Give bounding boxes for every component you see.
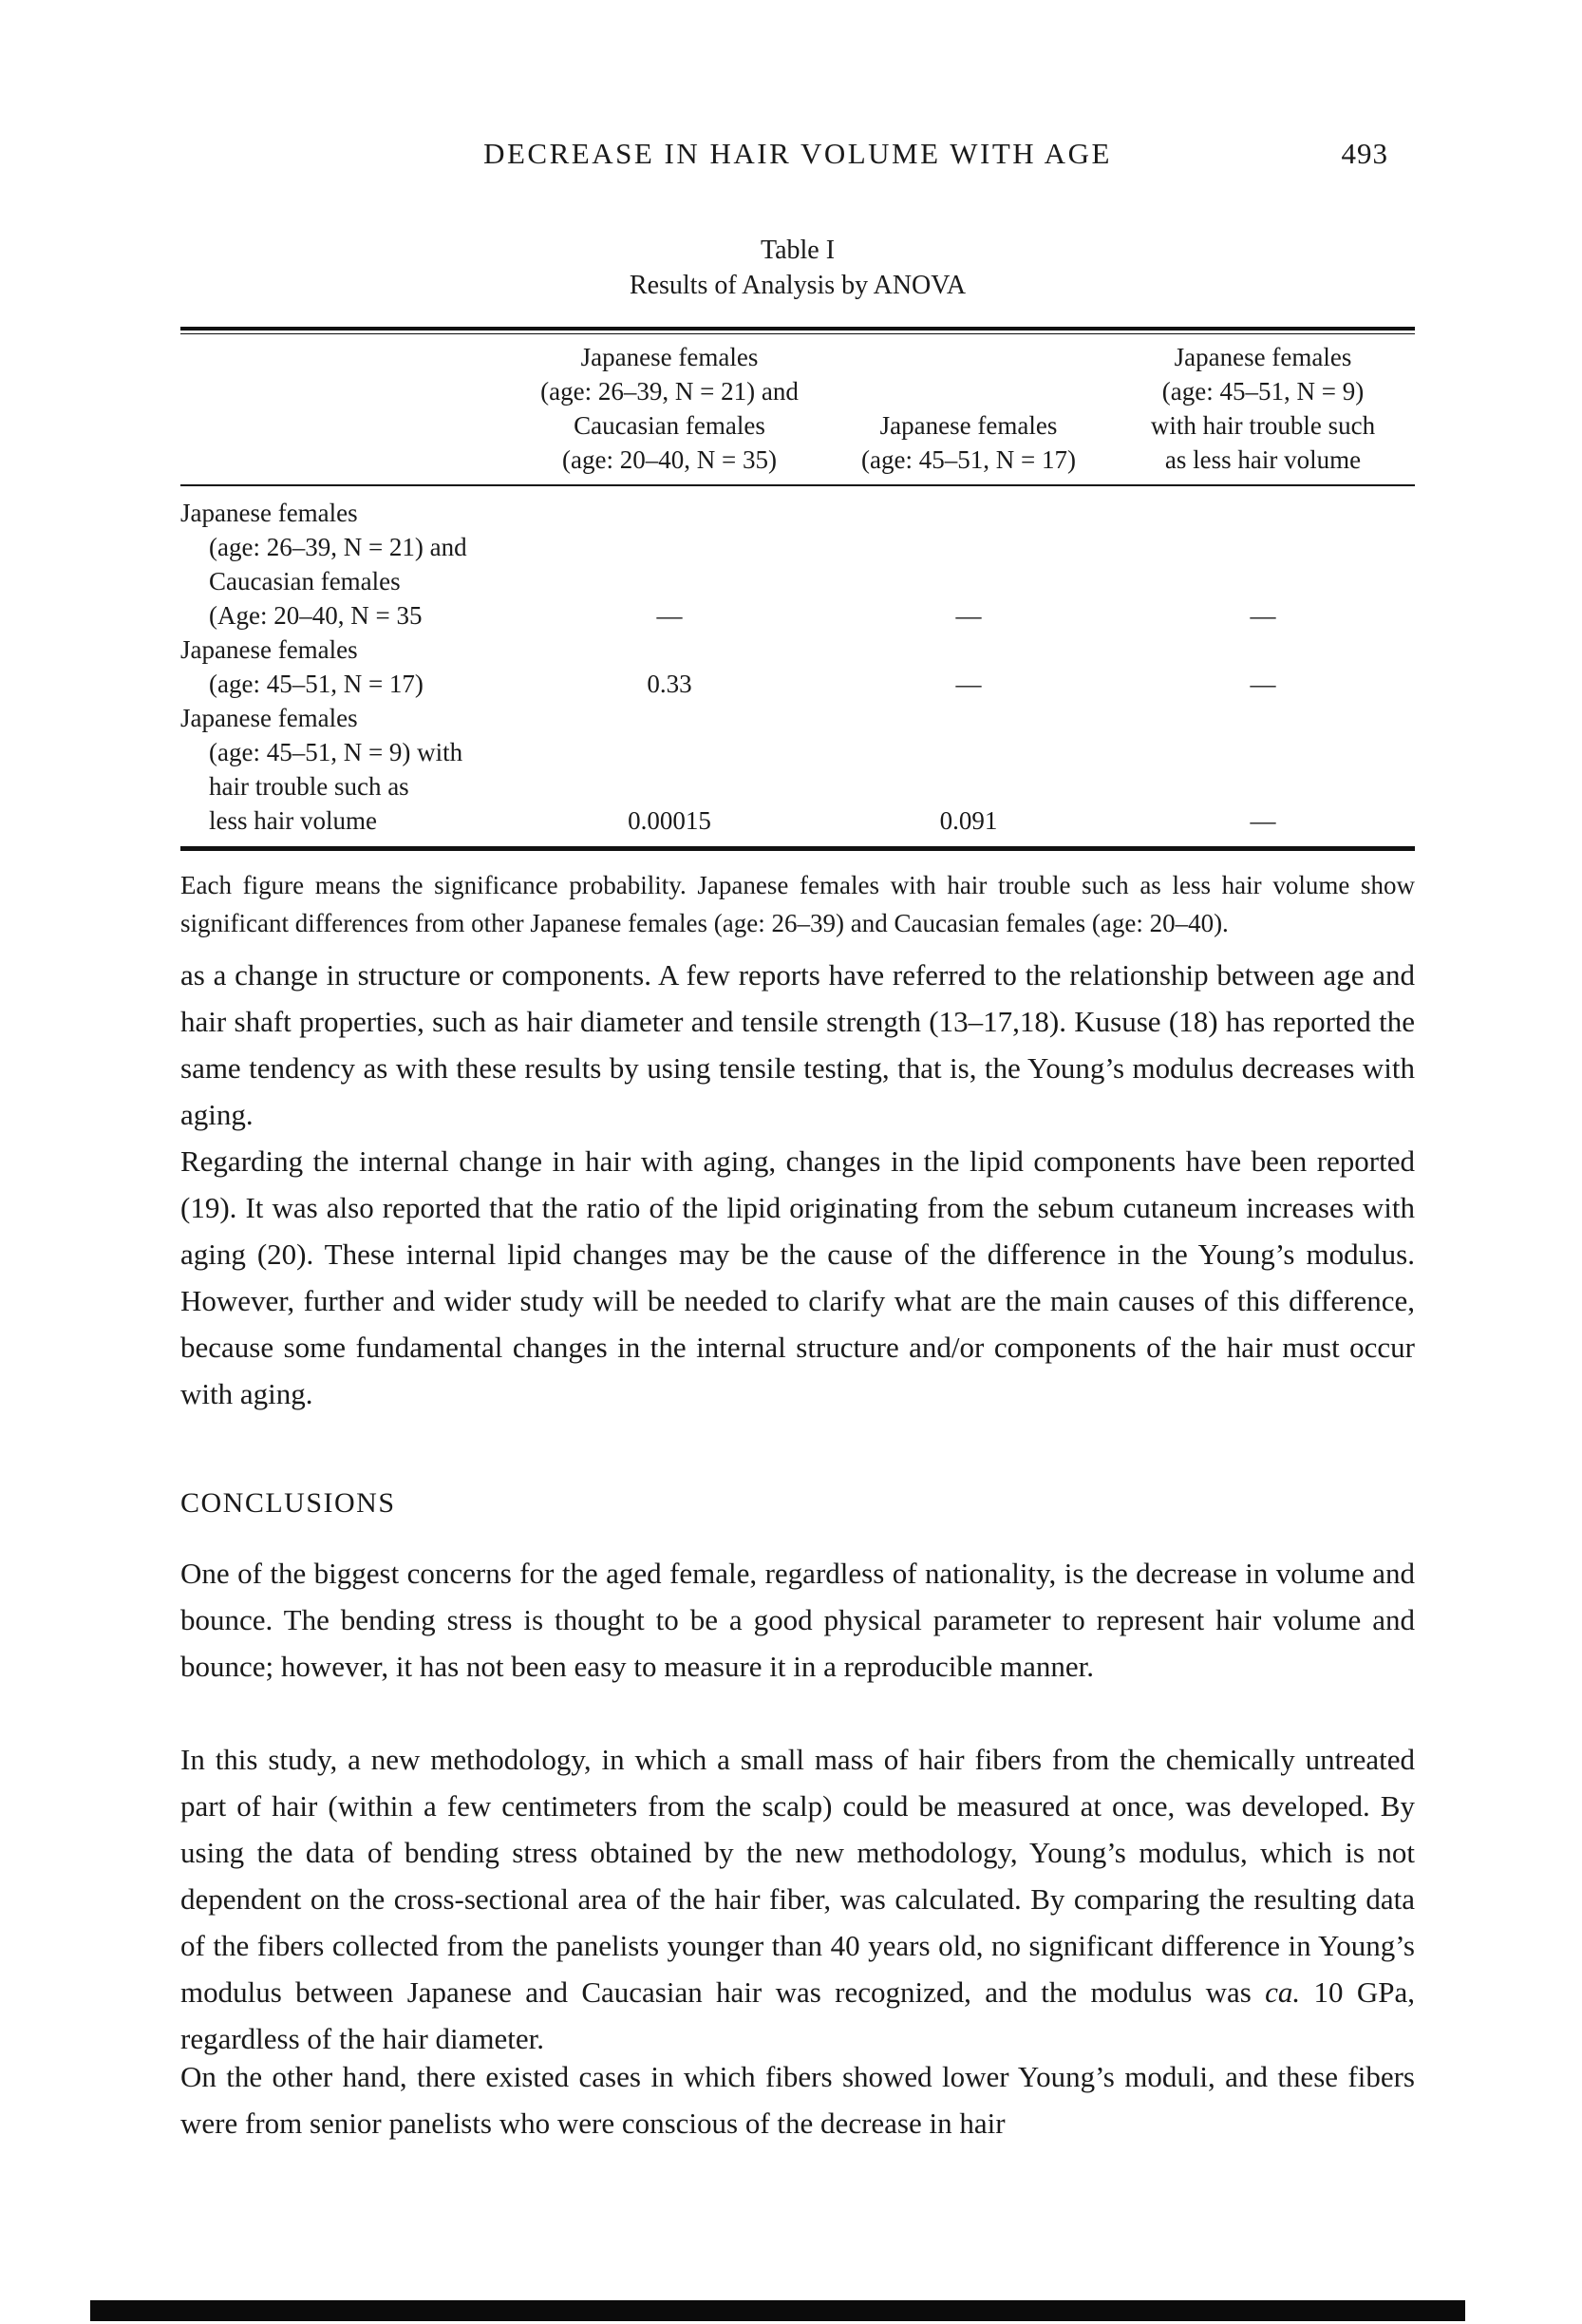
table-subtitle: Results of Analysis by ANOVA [629,271,967,300]
table-row [180,496,1415,633]
table-row-label: Japanese females (age: 45–51, N = 17) [180,635,424,698]
body-paragraph-2: Regarding the internal change in hair with aging, changes in the lipid components have been reported (19). It was also reported that the ratio of the lipid originating from the sebum cutaneum increases with aging (20). These internal lipid changes may be the cause of the difference in the Young’s modulus. However, further and wider study will be needed to clarify what are the main causes of this difference, because some fundamental changes in the internal structure and/or components of the hair must occur with aging. [180,1144,1415,1410]
table-cell-value: — [1250,601,1276,630]
table-footnote: Each figure means the significance probability. Japanese females with hair trouble such as less hair volume show significant differences from other Japanese females (age: 26–39) and Caucasian females (age: 20–40). [180,871,1415,937]
table-cell-value: — [1250,670,1276,698]
table-body [180,486,1415,838]
table-cell-value: 0.33 [647,670,692,698]
conclusions-paragraph-2: In this study, a new methodology, in which a small mass of hair fibers from the chemically untreated part of hair (within a few centimeters from the scalp) could be measured at once, was developed. By using the data of bending stress obtained by the new methodology, Young’s modulus, which is not dependent on the cross-sectional area of the hair fiber, was calculated. By comparing the resulting data of the fibers collected from the panelists younger than 40 years old, no significant difference in Young’s modulus between Japanese and Caucasian hair was recognized, and the modulus was ca. 10 GPa, regardless of the hair diameter. [180,1743,1415,2055]
table-title: Table I [760,236,836,265]
table-header-row [180,334,1415,484]
table-bottom-rule [180,846,1415,851]
table-column-header-3: Japanese females (age: 45–51, N = 9) with hair trouble such as less hair volume [1150,343,1376,474]
table-row-label: Japanese females (age: 26–39, N = 21) and Caucasian females (Age: 20–40, N = 35 [180,499,467,630]
page-header [180,133,1415,175]
table-row [180,633,1415,701]
table-row [180,701,1415,838]
table-column-header-2: Japanese females (age: 45–51, N = 17) [861,411,1076,474]
table-cell-value: — [1250,806,1276,835]
conclusions-paragraph-1: One of the biggest concerns for the aged female, regardless of nationality, is the decrease in volume and bounce. The bending stress is thought to be a good physical parameter to represent hair volume and bounce; however, it has not been easy to measure it in a reproducible manner. [180,1557,1415,1683]
table-top-rule [180,327,1415,331]
table-cell-value: — [955,670,982,698]
running-head: DECREASE IN HAIR VOLUME WITH AGE [483,137,1112,170]
page-number: 493 [1341,137,1388,170]
table-row-label: Japanese females (age: 45–51, N = 9) with hair trouble such as less hair volume [180,704,463,835]
table-cell-value: 0.091 [939,806,998,835]
anova-table [180,234,1415,942]
table-cell-value: — [955,601,982,630]
italic-abbreviation: ca. [1265,1975,1301,2009]
body-paragraph-1: as a change in structure or components. A few reports have referred to the relationship between age and hair shaft properties, such as hair diameter and tensile strength (13–17,18). Kususe (18) has reported the same tendency as with these results by using tensile testing, that is, the Young’s modulus decreases with aging. [180,958,1415,1131]
table-column-header-1: Japanese females (age: 26–39, N = 21) and Caucasian females (age: 20–40, N = 35) [540,343,799,474]
table-cell-value: 0.00015 [628,806,711,835]
table-cell-value: — [656,601,683,630]
conclusions-heading: CONCLUSIONS [180,1487,396,1519]
conclusions-paragraph-3: On the other hand, there existed cases in which fibers showed lower Young’s moduli, and these fibers were from senior panelists who were conscious of the decrease in hair [180,2060,1415,2140]
scan-artifact-bar [90,2300,1465,2321]
